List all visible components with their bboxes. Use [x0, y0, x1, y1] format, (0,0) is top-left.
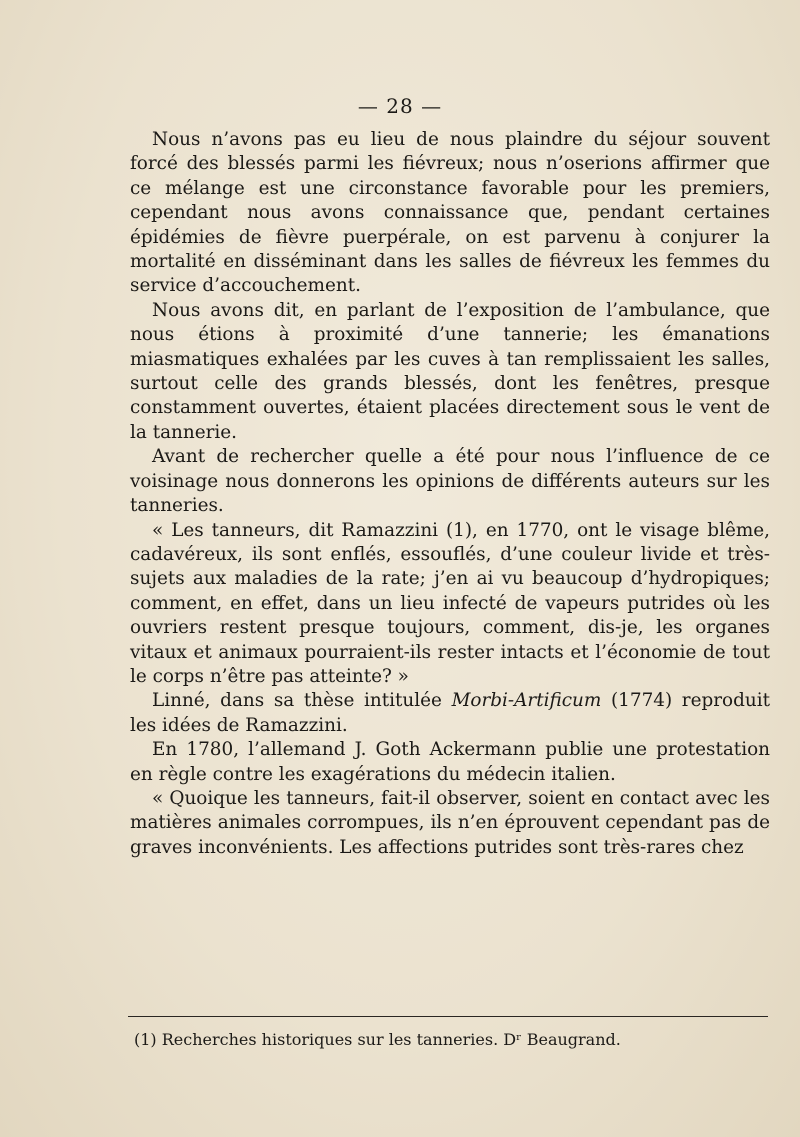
paragraph-5-before: Linné, dans sa thèse intitulée: [152, 690, 452, 712]
paragraph-3: Avant de rechercher quelle a été pour nous l’influence de ce voisinage nous donnerons les opinions de différents auteurs sur les tanneries.: [130, 446, 770, 517]
footnote: (1) Recherches historiques sur les tanneries. Dʳ Beaugrand.: [134, 1030, 621, 1049]
paragraph-5-linne: [130, 689, 770, 738]
footnote-divider: [128, 1016, 768, 1017]
page-number: — 28 —: [357, 94, 443, 118]
paragraph-1: Nous n’avons pas eu lieu de nous plaindre du séjour souvent forcé des blessés parmi les fiévreux; nous n’oserions affirmer que ce mélange est une circonstance favorable pour les premiers, cependant nous avons connaissance que, pendant certaines épidémies de fièvre puerpérale, on est parvenu à conjurer la mortalité en disséminant dans les salles de fiévreux les femmes du service d’accouchement.: [130, 129, 770, 297]
paragraph-4-ramazzini-quote: « Les tanneurs, dit Ramazzini (1), en 1770, ont le visage blême, cadavéreux, ils sont enflés, essouflés, d’une couleur livide et très-sujets aux maladies de la rate; j’en ai vu beaucoup d’hydropiques; comment, en effet, dans un lieu infecté de vapeurs putrides où les ouvriers restent presque toujours, comment, dis-je, les organes vitaux et animaux pourraient-ils rester intacts et l’économie de tout le corps n’être pas atteinte? »: [130, 519, 770, 687]
paragraph-2: Nous avons dit, en parlant de l’exposition de l’ambulance, que nous étions à proximité d’une tannerie; les émanations miasmatiques exhalées par les cuves à tan remplissaient les salles, surtout celle des grands blessés, dont les fenêtres, presque constamment ouvertes, étaient placées directement sous le vent de la tannerie.: [130, 299, 770, 443]
paragraph-7-quote: « Quoique les tanneurs, fait-il observer, soient en contact avec les matières animales corrompues, ils n’en éprouvent cependant pas de graves inconvénients. Les affections putrides sont très-rares chez: [130, 787, 770, 858]
paragraph-6-ackermann: En 1780, l’allemand J. Goth Ackermann publie une protestation en règle contre les exagérations du médecin italien.: [130, 739, 770, 785]
body-text: [130, 128, 770, 860]
paragraph-5-after: (1774) reproduit les idées de Ramazzini.: [130, 690, 771, 736]
thesis-title: Morbi-Artificum: [451, 690, 602, 712]
